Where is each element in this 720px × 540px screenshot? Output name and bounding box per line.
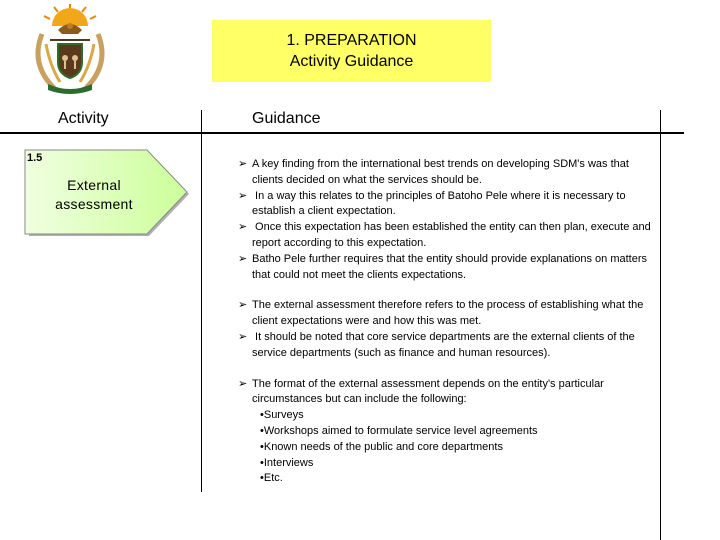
arrow-bullet-icon: ➢ <box>238 221 248 234</box>
activity-number: 1.5 <box>27 152 43 164</box>
arrow-bullet-icon: ➢ <box>238 158 248 170</box>
column-divider-left <box>201 110 202 492</box>
guidance-item: ➢ The external assessment therefore refers to the process of establishing what the client expectations were and how this was met. <box>238 299 644 328</box>
guidance-item: ➢ A key finding from the international best trends on developing SDM's was that clients decided on what the services should be. <box>238 158 629 186</box>
activity-label-line2: assessment <box>55 196 133 212</box>
format-list-item: •Known needs of the public and core departments <box>260 440 503 453</box>
arrow-bullet-icon: ➢ <box>238 299 248 312</box>
slide-subtitle: Activity Guidance <box>289 53 414 70</box>
arrow-bullet-icon: ➢ <box>238 377 248 390</box>
format-list-item: •Interviews <box>260 456 314 469</box>
header-divider <box>0 132 684 134</box>
guidance-item: ➢ Once this expectation has been established the entity can then plan, execute and report according to this expectation. <box>238 221 651 249</box>
activity-label <box>40 176 148 214</box>
guidance-column-header: Guidance <box>252 110 321 127</box>
arrow-bullet-icon: ➢ <box>238 330 248 343</box>
coat-of-arms-icon <box>20 4 120 96</box>
guidance-block-1 <box>238 157 658 283</box>
slide-title-box <box>212 20 491 82</box>
guidance-item: ➢ The format of the external assessment depends on the entity's particular circumstances but can include the following: <box>238 377 604 406</box>
format-list-item: •Surveys <box>260 409 304 422</box>
arrow-bullet-icon: ➢ <box>238 189 248 202</box>
guidance-block-2 <box>238 298 658 361</box>
guidance-item: ➢ It should be noted that core service departments are the external clients of the service departments (such as finance and human resources). <box>238 330 635 359</box>
format-list-item: •Workshops aimed to formulate service level agreements <box>260 424 538 437</box>
arrow-bullet-icon: ➢ <box>238 252 248 265</box>
slide-title: 1. PREPARATION <box>286 32 417 49</box>
format-list-item: •Etc. <box>260 472 283 485</box>
guidance-item: ➢ Batho Pele further requires that the entity should provide explanations on matters that could not meet the clients expectations. <box>238 252 648 281</box>
guidance-content <box>238 157 658 487</box>
guidance-item: ➢ In a way this relates to the principles of Batoho Pele where it is necessary to establish a client expectation. <box>238 189 626 218</box>
activity-column-header: Activity <box>58 110 109 127</box>
activity-label-line1: External <box>67 177 121 193</box>
guidance-block-3 <box>238 377 658 488</box>
column-divider-right <box>660 110 661 540</box>
